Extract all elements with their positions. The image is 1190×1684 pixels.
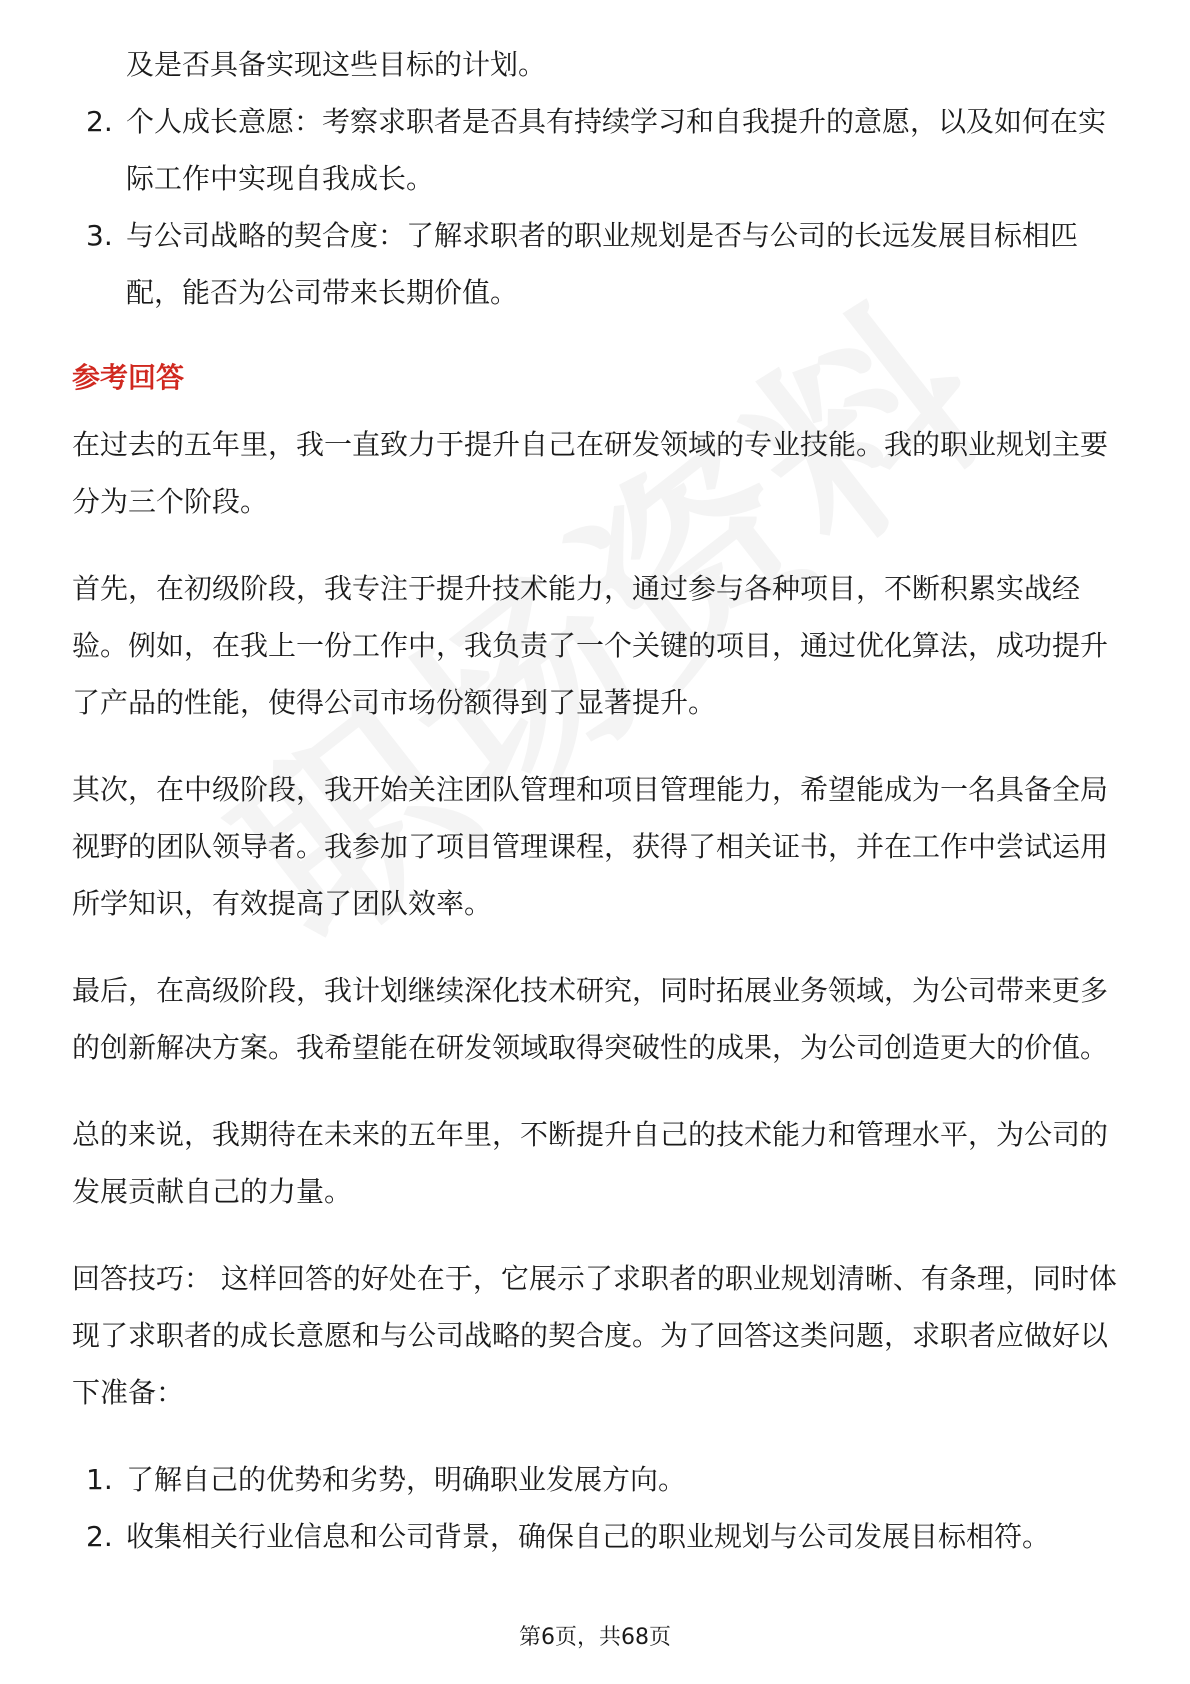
page-content bbox=[72, 36, 1120, 1565]
tips-list bbox=[72, 1451, 1120, 1565]
paragraph: 在过去的五年里，我一直致力于提升自己在研发领域的专业技能。我的职业规划主要分为三个阶段。 bbox=[72, 428, 1109, 518]
paragraph: 总的来说，我期待在未来的五年里，不断提升自己的技术能力和管理水平，为公司的发展贡献自己的力量。 bbox=[72, 1118, 1109, 1208]
paragraph: 最后，在高级阶段，我计划继续深化技术研究，同时拓展业务领域，为公司带来更多的创新解决方案。我希望能在研发领域取得突破性的成果，为公司创造更大的价值。 bbox=[72, 974, 1109, 1064]
list-item-number: 2. bbox=[86, 1520, 113, 1553]
paragraph: 回答技巧： 这样回答的好处在于，它展示了求职者的职业规划清晰、有条理，同时体现了求职者的成长意愿和与公司战略的契合度。为了回答这类问题，求职者应做好以下准备： bbox=[72, 1262, 1117, 1409]
section-heading: 参考回答 bbox=[72, 361, 185, 394]
list-item-number: 2. bbox=[86, 105, 113, 138]
list-item bbox=[72, 1508, 1120, 1565]
paragraph: 首先，在初级阶段，我专注于提升技术能力，通过参与各种项目，不断积累实战经验。例如，在我上一份工作中，我负责了一个关键的项目，通过优化算法，成功提升了产品的性能，使得公司市场份额得到了显著提升。 bbox=[72, 572, 1109, 719]
paragraph: 其次，在中级阶段，我开始关注团队管理和项目管理能力，希望能成为一名具备全局视野的团队领导者。我参加了项目管理课程，获得了相关证书，并在工作中尝试运用所学知识，有效提高了团队效率。 bbox=[72, 773, 1109, 920]
list-item-number: 3. bbox=[86, 219, 113, 252]
criteria-list bbox=[72, 93, 1120, 321]
list-item bbox=[72, 207, 1120, 321]
list-item-text: 了解自己的优势和劣势，明确职业发展方向。 bbox=[126, 1463, 687, 1496]
list-item-text: 与公司战略的契合度：了解求职者的职业规划是否与公司的长远发展目标相匹配，能否为公司带来长期价值。 bbox=[126, 219, 1079, 309]
list-item-text: 个人成长意愿：考察求职者是否具有持续学习和自我提升的意愿，以及如何在实际工作中实现自我成长。 bbox=[126, 105, 1107, 195]
list-item-number: 1. bbox=[86, 1463, 113, 1496]
list-item bbox=[72, 93, 1120, 207]
list-item bbox=[72, 1451, 1120, 1508]
page-number-footer: 第6页，共68页 bbox=[519, 1625, 671, 1650]
list-item-text: 收集相关行业信息和公司背景，确保自己的职业规划与公司发展目标相符。 bbox=[126, 1520, 1051, 1553]
intro-continuation: 及是否具备实现这些目标的计划。 bbox=[126, 48, 547, 81]
